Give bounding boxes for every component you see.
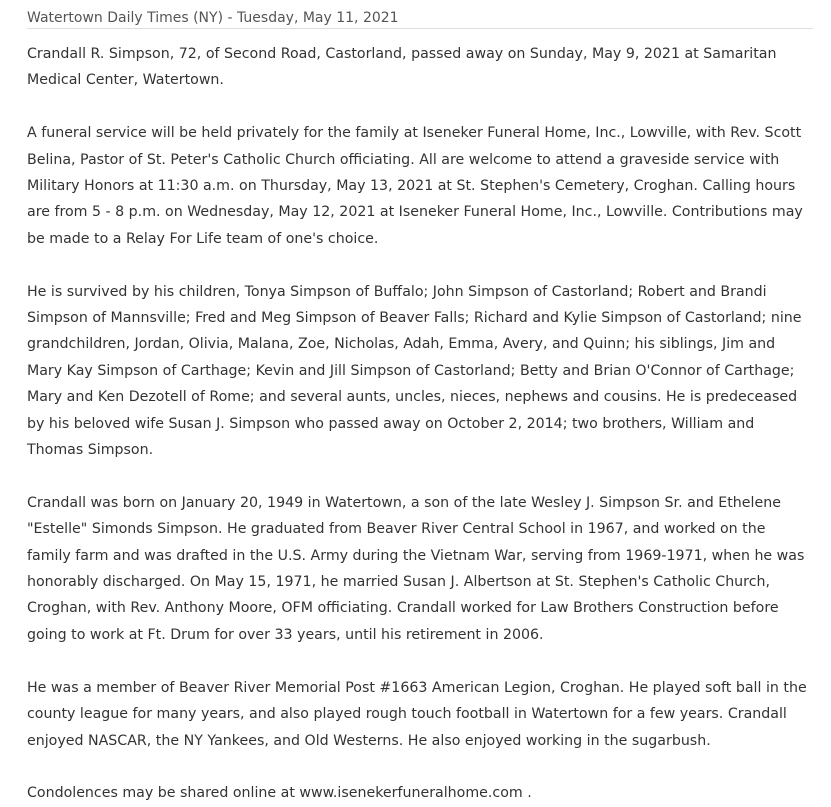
- obituary-paragraph-condolences: Condolences may be shared online at www.isenekerfuneralhome.com .: [27, 785, 532, 802]
- obituary-body: [27, 29, 813, 807]
- obituary-paragraph-biography: Crandall was born on January 20, 1949 in Watertown, a son of the late Wesley J. Simpson Sr. and Ethelene "Estelle" Simonds Simpson. He graduated from Beaver River Central School in 1967, and worked on the family farm and was drafted in the U.S. Army during the Vietnam War, serving from 1969-1971, when he was honorably discharged. On May 15, 1971, he married Susan J. Albertson at St. Stephen's Catholic Church, Croghan, with Rev. Anthony Moore, OFM officiating. Crandall worked for Law Brothers Construction before going to work at Ft. Drum for over 33 years, until his retirement in 2006.: [27, 494, 805, 643]
- obituary-paragraph-interests: He was a member of Beaver River Memorial Post #1663 American Legion, Croghan. He played soft ball in the county league for many years, and also played rough touch football in Watertown for a few years. Crandall enjoyed NASCAR, the NY Yankees, and Old Westerns. He also enjoyed working in the sugarbush.: [27, 679, 807, 749]
- obituary-paragraph-survivors: He is survived by his children, Tonya Simpson of Buffalo; John Simpson of Castorland; Robert and Brandi Simpson of Mannsville; Fred and Meg Simpson of Beaver Falls; Richard and Kylie Simpson of Castorland; nine grandchildren, Jordan, Olivia, Malana, Zoe, Nicholas, Adah, Emma, Avery, and Quinn; his siblings, Jim and Mary Kay Simpson of Carthage; Kevin and Jill Simpson of Castorland; Betty and Brian O'Connor of Carthage; Mary and Ken Dezotell of Rome; and several aunts, uncles, nieces, nephews and cousins. He is predeceased by his beloved wife Susan J. Simpson who passed away on October 2, 2014; two brothers, William and Thomas Simpson.: [27, 283, 802, 459]
- obituary-paragraph-services: A funeral service will be held privately for the family at Iseneker Funeral Home, Inc., Lowville, with Rev. Scott Belina, Pastor of St. Peter's Catholic Church officiating. All are welcome to attend a graveside service with Military Honors at 11:30 a.m. on Thursday, May 13, 2021 at St. Stephen's Cemetery, Croghan. Calling hours are from 5 - 8 p.m. on Wednesday, May 12, 2021 at Iseneker Funeral Home, Inc., Lowville. Contributions may be made to a Relay For Life team of one's choice.: [27, 125, 803, 247]
- obituary-paragraph-death-notice: Crandall R. Simpson, 72, of Second Road, Castorland, passed away on Sunday, May 9, 2021 at Samaritan Medical Center, Watertown.: [27, 46, 777, 89]
- publication-source-line: Watertown Daily Times (NY) - Tuesday, May 11, 2021: [27, 10, 399, 26]
